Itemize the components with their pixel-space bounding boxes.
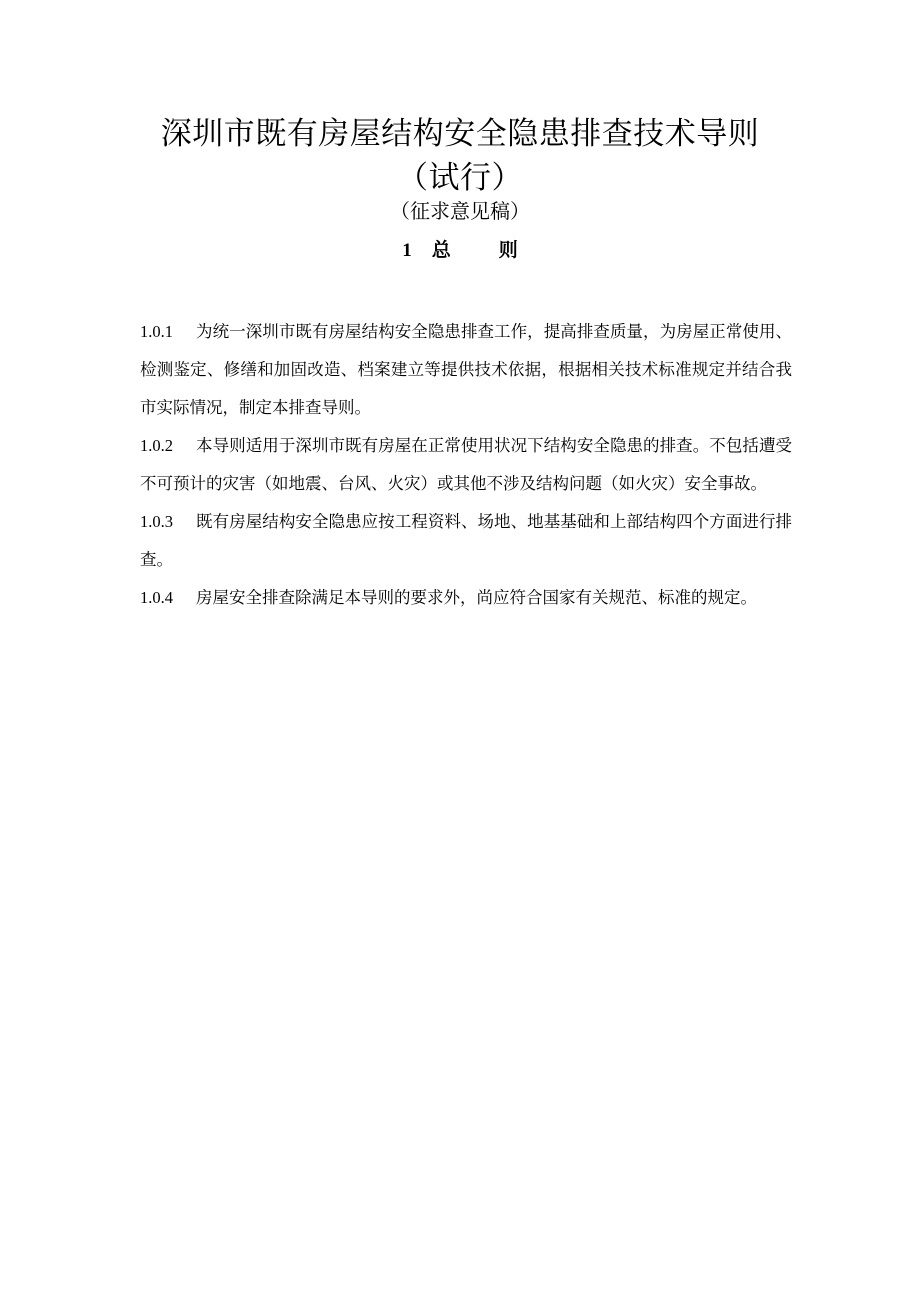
chapter-number: 1 — [402, 240, 412, 261]
chapter-body — [140, 313, 792, 617]
clause-number: 1.0.3 — [140, 512, 173, 531]
clause-paragraph — [140, 503, 792, 579]
clause-text: 既有房屋结构安全隐患应按工程资料、场地、地基基础和上部结构四个方面进行排查。 — [140, 512, 792, 569]
clause-text: 为统一深圳市既有房屋结构安全隐患排查工作，提高排查质量，为房屋正常使用、检测鉴定、修缮和加固改造、档案建立等提供技术依据，根据相关技术标准规定并结合我市实际情况，制定本排查导则。 — [140, 322, 792, 417]
clause-number: 1.0.4 — [140, 588, 173, 607]
chapter-heading — [130, 234, 790, 267]
clause-number: 1.0.2 — [140, 436, 173, 455]
clause-paragraph — [140, 427, 792, 503]
clause-text: 本导则适用于深圳市既有房屋在正常使用状况下结构安全隐患的排查。不包括遭受不可预计的灾害（如地震、台风、火灾）或其他不涉及结构问题（如火灾）安全事故。 — [140, 436, 792, 493]
clause-number: 1.0.1 — [140, 322, 173, 341]
clause-paragraph — [140, 313, 792, 427]
chapter-title-char: 总 — [431, 239, 451, 261]
clause-text: 房屋安全排查除满足本导则的要求外，尚应符合国家有关规范、标准的规定。 — [196, 588, 757, 607]
chapter-title-char: 则 — [498, 239, 518, 261]
clause-paragraph — [140, 579, 792, 617]
document-subtitle: （征求意见稿） — [390, 199, 530, 223]
document-title: 深圳市既有房屋结构安全隐患排查技术导则（试行） — [160, 116, 760, 196]
